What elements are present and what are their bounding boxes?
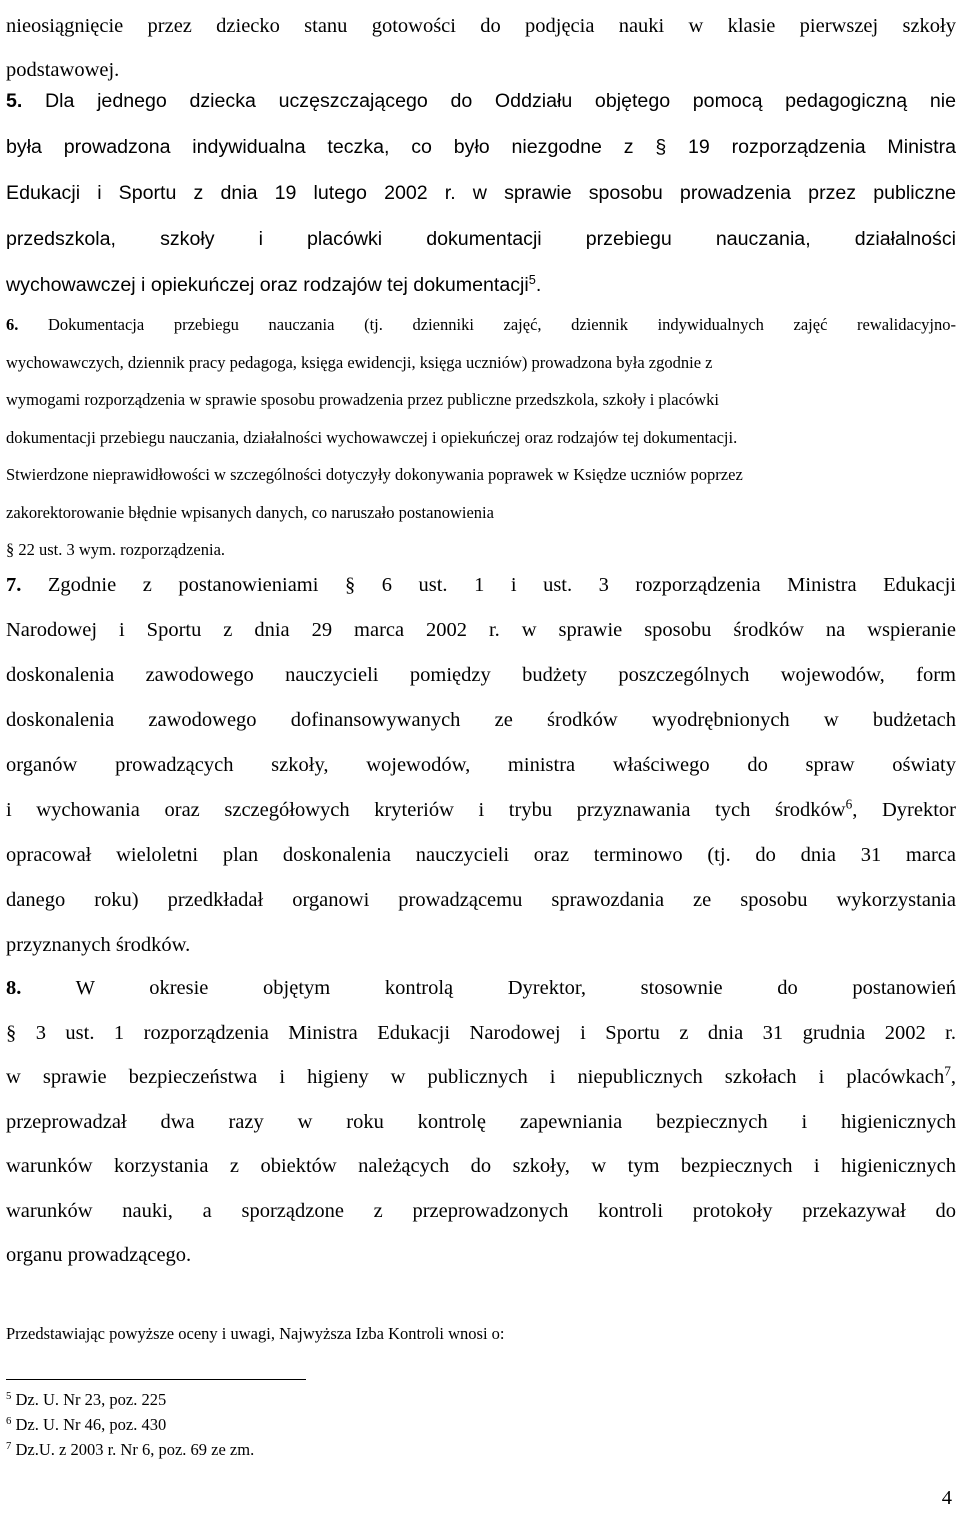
text-line: organu prowadzącego. <box>6 1244 192 1266</box>
text-line: podstawowej. <box>6 59 120 81</box>
footnote-text: Dz. U. Nr 46, poz. 430 <box>15 1415 167 1434</box>
text-line: wychowawczych, dziennik pracy pedagoga, księga ewidencji, księga uczniów) prowadzona była zgodnie z <box>6 352 713 372</box>
text-line-content: i wychowania oraz szczegółowych kryteriów i trybu przyznawania tych środków <box>6 799 846 821</box>
text-line-end: , Dyrektor <box>852 799 956 821</box>
footnote-ref: 5 <box>528 272 536 287</box>
text-line: § 22 ust. 3 wym. rozporządzenia. <box>6 540 226 559</box>
footnote-ref: 6 <box>845 796 853 812</box>
footnote-text: Dz.U. z 2003 r. Nr 6, poz. 69 ze zm. <box>15 1440 255 1459</box>
text-line: przedszkola, szkoły i placówki dokumentacji przebiegu nauczania, działalności <box>6 228 956 250</box>
footnote-number: 6 <box>6 1415 12 1428</box>
text-line: doskonalenia zawodowego dofinansowywanych ze środków wyodrębnionych w budżetach <box>6 709 956 731</box>
text-line-content: wychowawczej i opiekuńczej oraz rodzajów tej dokumentacji <box>6 274 529 296</box>
text-line: była prowadzona indywidualna teczka, co było niezgodne z § 19 rozporządzenia Ministra <box>6 136 956 158</box>
footnote-text: Dz. U. Nr 23, poz. 225 <box>15 1390 167 1409</box>
text-line: Stwierdzone nieprawidłowości w szczególności dotyczyły dokonywania poprawek w Księdze uczniów poprzez <box>6 465 743 484</box>
text-line: Edukacji i Sportu z dnia 19 lutego 2002 r. w sprawie sposobu prowadzenia przez publiczne <box>6 182 956 204</box>
text-line <box>6 78 956 124</box>
text-line: doskonalenia zawodowego nauczycieli pomiędzy budżety poszczególnych wojewodów, form <box>6 664 956 686</box>
item-number: 5. <box>6 90 23 112</box>
footnote-number: 7 <box>6 1440 12 1453</box>
text-line: zakorektorowanie błędnie wpisanych danych, co naruszało postanowienia <box>6 502 494 522</box>
text-line <box>6 1055 956 1100</box>
item-7-paragraph <box>6 563 956 968</box>
closing-sentence <box>6 1322 956 1346</box>
text-line <box>6 788 956 833</box>
item-number: 6. <box>6 315 19 334</box>
text-line: wymogami rozporządzenia w sprawie sposobu prowadzenia przez publiczne przedszkola, szkoły i placówki <box>6 390 719 409</box>
item-8-paragraph <box>6 966 956 1278</box>
text-line: Narodowej i Sportu z dnia 29 marca 2002 r. w sprawie sposobu środków na wspieranie <box>6 619 956 641</box>
footnote-ref: 7 <box>944 1063 951 1079</box>
text-line-content: Dokumentacja przebiegu nauczania (tj. dzienniki zajęć, dziennik indywidualnych zajęć rewalidacyjno- <box>48 315 956 334</box>
text-line-content: Dla jednego dziecka uczęszczającego do Oddziału objętego pomocą pedagogiczną nie <box>45 90 956 112</box>
text-line: opracował wieloletni plan doskonalenia nauczycieli oraz terminowo (tj. do dnia 31 marca <box>6 844 956 866</box>
text-line: przeprowadzał dwa razy w roku kontrolę zapewniania bezpiecznych i higienicznych <box>6 1110 956 1133</box>
item-5-paragraph <box>6 78 956 308</box>
text-line: dokumentacji przebiegu nauczania, działalności wychowawczej i opiekuńczej oraz rodzajów tej dokumentacji. <box>6 427 738 447</box>
item-6-paragraph <box>6 306 956 569</box>
text-line: nieosiągnięcie przez dziecko stanu gotowości do podjęcia nauki w klasie pierwszej szkoły <box>6 15 956 37</box>
page-number: 4 <box>941 1487 952 1509</box>
text-line <box>6 306 956 344</box>
text-line-content: W okresie objętym kontrolą Dyrektor, stosownie do postanowień <box>75 977 956 999</box>
text-line <box>6 563 956 608</box>
text-line-content: w sprawie bezpieczeństwa i higieny w publicznych i niepublicznych szkołach i placówkach <box>6 1066 945 1088</box>
text-line-content: Zgodnie z postanowieniami § 6 ust. 1 i ust. 3 rozporządzenia Ministra Edukacji <box>47 574 956 596</box>
text-line <box>6 262 956 308</box>
text-line: warunków nauki, a sporządzone z przeprowadzonych kontroli protokoły przekazywał do <box>6 1199 956 1222</box>
text-line: danego roku) przedkładał organowi prowadzącemu sprawozdania ze sposobu wykorzystania <box>6 889 956 911</box>
text-line: Przedstawiając powyższe oceny i uwagi, Najwyższa Izba Kontroli wnosi o: <box>6 1324 505 1343</box>
text-line: organów prowadzących szkoły, wojewodów, ministra właściwego do spraw oświaty <box>6 754 956 776</box>
footnote-separator <box>6 1379 306 1380</box>
text-line-end: , <box>950 1066 956 1088</box>
item-number: 8. <box>6 977 22 999</box>
text-line <box>6 966 956 1011</box>
footnote-6 <box>6 1414 166 1436</box>
footnote-5 <box>6 1389 166 1411</box>
footnote-number: 5 <box>6 1390 12 1403</box>
text-line: warunków korzystania z obiektów należących do szkoły, w tym bezpiecznych i higienicznych <box>6 1155 956 1177</box>
text-line: § 3 ust. 1 rozporządzenia Ministra Edukacji Narodowej i Sportu z dnia 31 grudnia 2002 r. <box>6 1021 956 1044</box>
item-number: 7. <box>6 574 22 596</box>
footnote-7 <box>6 1439 254 1461</box>
text-line: przyznanych środków. <box>6 934 191 956</box>
text-line-end: . <box>535 274 542 296</box>
